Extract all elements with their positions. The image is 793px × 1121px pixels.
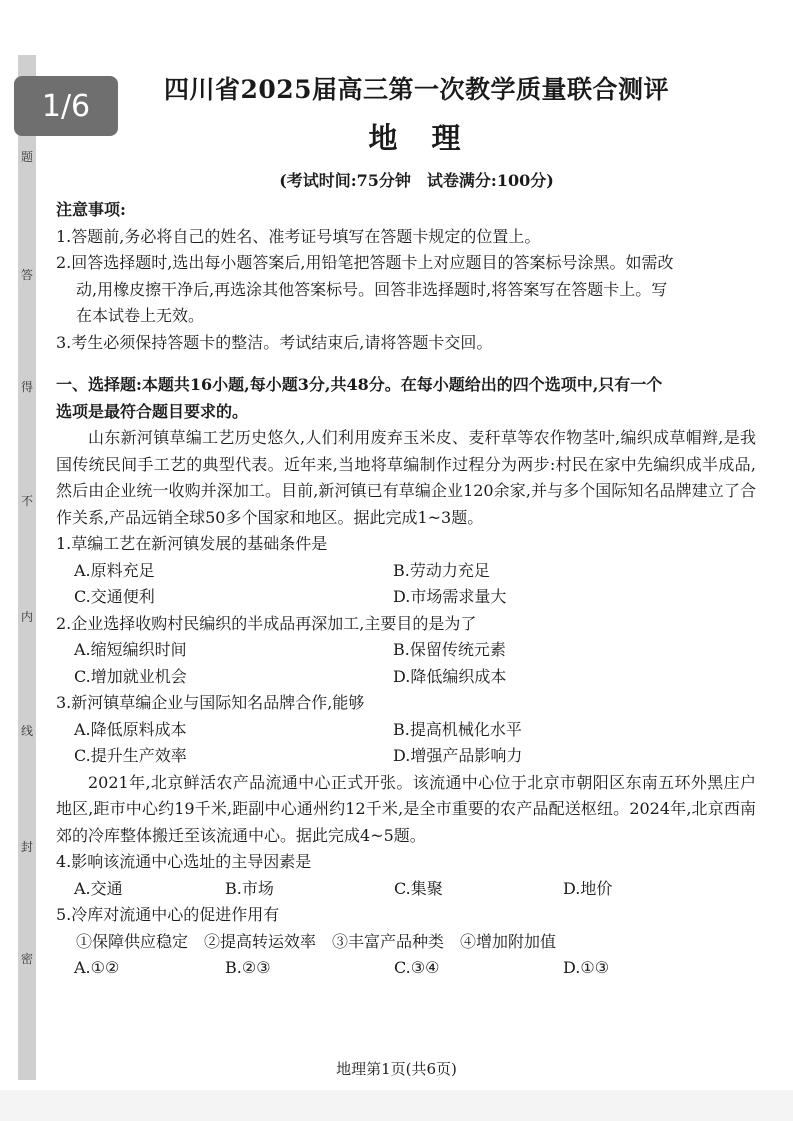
page-counter-badge: 1/6 bbox=[14, 76, 118, 136]
notice-item: 在本试卷上无效。 bbox=[76, 306, 205, 325]
option: D.①③ bbox=[563, 958, 610, 977]
option: B.提高机械化水平 bbox=[393, 719, 522, 739]
option: C.提升生产效率 bbox=[74, 746, 187, 765]
binding-seal-char: 得 bbox=[20, 380, 33, 394]
option-row bbox=[56, 717, 756, 744]
option: C.增加就业机会 bbox=[74, 666, 187, 686]
page-footer: 地理第1页(共6页) bbox=[336, 1060, 457, 1078]
option: C.③④ bbox=[394, 958, 440, 977]
binding-margin bbox=[18, 55, 36, 1080]
exam-title: 四川省2025届高三第一次教学质量联合测评 bbox=[163, 75, 670, 104]
option: B.市场 bbox=[225, 878, 274, 898]
option-row bbox=[56, 743, 756, 770]
binding-seal-char: 内 bbox=[20, 610, 33, 624]
section-heading: 一、选择题:本题共16小题,每小题3分,共48分。在每小题给出的四个选项中,只有一个 bbox=[56, 375, 663, 394]
question-stem: 3.新河镇草编企业与国际知名品牌合作,能够 bbox=[56, 693, 365, 712]
exam-content bbox=[56, 197, 756, 982]
reading-passage: 2021年,北京鲜活农产品流通中心正式开张。该流通中心位于北京市朝阳区东南五环外黑庄户地区,距市中心约19千米,距副中心通州约12千米,是全市重要的农产品配送枢纽。2024年,北京西南郊的冷库整体搬迁至该流通中心。据此完成4~5题。 bbox=[56, 772, 756, 845]
option-row bbox=[56, 955, 756, 982]
option: D.市场需求量大 bbox=[393, 587, 507, 606]
binding-seal-char: 不 bbox=[20, 494, 33, 508]
option: A.交通 bbox=[74, 878, 123, 898]
question-stem: 1.草编工艺在新河镇发展的基础条件是 bbox=[56, 534, 328, 553]
option: B.保留传统元素 bbox=[393, 640, 506, 659]
option: A.降低原料成本 bbox=[74, 719, 187, 739]
exam-info: (考试时间:75分钟 试卷满分:100分) bbox=[279, 171, 554, 190]
option: A.①② bbox=[74, 958, 120, 977]
binding-seal-char: 密 bbox=[20, 952, 33, 966]
option: D.降低编织成本 bbox=[393, 666, 507, 686]
notice-item: 3.考生必须保持答题卡的整洁。考试结束后,请将答题卡交回。 bbox=[56, 332, 493, 352]
binding-seal-char: 答 bbox=[20, 268, 33, 282]
binding-seal-char: 封 bbox=[20, 840, 33, 854]
section-heading: 选项是最符合题目要求的。 bbox=[56, 401, 249, 421]
option: A.缩短编织时间 bbox=[74, 640, 187, 659]
option-row bbox=[56, 876, 756, 903]
option-row bbox=[56, 558, 756, 585]
option-row bbox=[56, 584, 756, 611]
option: B.②③ bbox=[225, 958, 271, 977]
subject-title: 地理 bbox=[368, 121, 495, 155]
binding-seal-char: 题 bbox=[20, 150, 33, 164]
notice-item: 1.答题前,务必将自己的姓名、准考证号填写在答题卡规定的位置上。 bbox=[56, 226, 541, 246]
reading-passage: 山东新河镇草编工艺历史悠久,人们利用废弃玉米皮、麦秆草等农作物茎叶,编织成草帽辫,是我国传统民间手工艺的典型代表。近年来,当地将草编制作过程分为两步:村民在家中先编织成半成品,然后由企业统一收购并深加工。目前,新河镇已有草编企业120余家,并与多个国际知名品牌建立了合作关系,产品远销全球50多个国家和地区。据此完成1~3题。 bbox=[56, 428, 756, 527]
question-stem: 2.企业选择收购村民编织的半成品再深加工,主要目的是为了 bbox=[56, 613, 477, 633]
choice-list: ①保障供应稳定 ②提高转运效率 ③丰富产品种类 ④增加附加值 bbox=[76, 931, 557, 951]
question-stem: 4.影响该流通中心选址的主导因素是 bbox=[56, 852, 312, 871]
option: A.原料充足 bbox=[74, 560, 155, 580]
option-row bbox=[56, 664, 756, 691]
option: C.交通便利 bbox=[74, 587, 155, 606]
binding-seal-char: 线 bbox=[20, 724, 33, 738]
notice-item: 2.回答选择题时,选出每小题答案后,用铅笔把答题卡上对应题目的答案标号涂黑。如需改 bbox=[56, 253, 674, 272]
notice-heading: 注意事项: bbox=[56, 200, 126, 219]
notice-item: 动,用橡皮擦干净后,再选涂其他答案标号。回答非选择题时,将答案写在答题卡上。写 bbox=[76, 279, 668, 299]
option: B.劳动力充足 bbox=[393, 560, 490, 580]
option: D.地价 bbox=[563, 878, 613, 898]
option: C.集聚 bbox=[394, 878, 443, 898]
option: D.增强产品影响力 bbox=[393, 746, 523, 765]
option-row bbox=[56, 637, 756, 664]
question-stem: 5.冷库对流通中心的促进作用有 bbox=[56, 905, 280, 924]
